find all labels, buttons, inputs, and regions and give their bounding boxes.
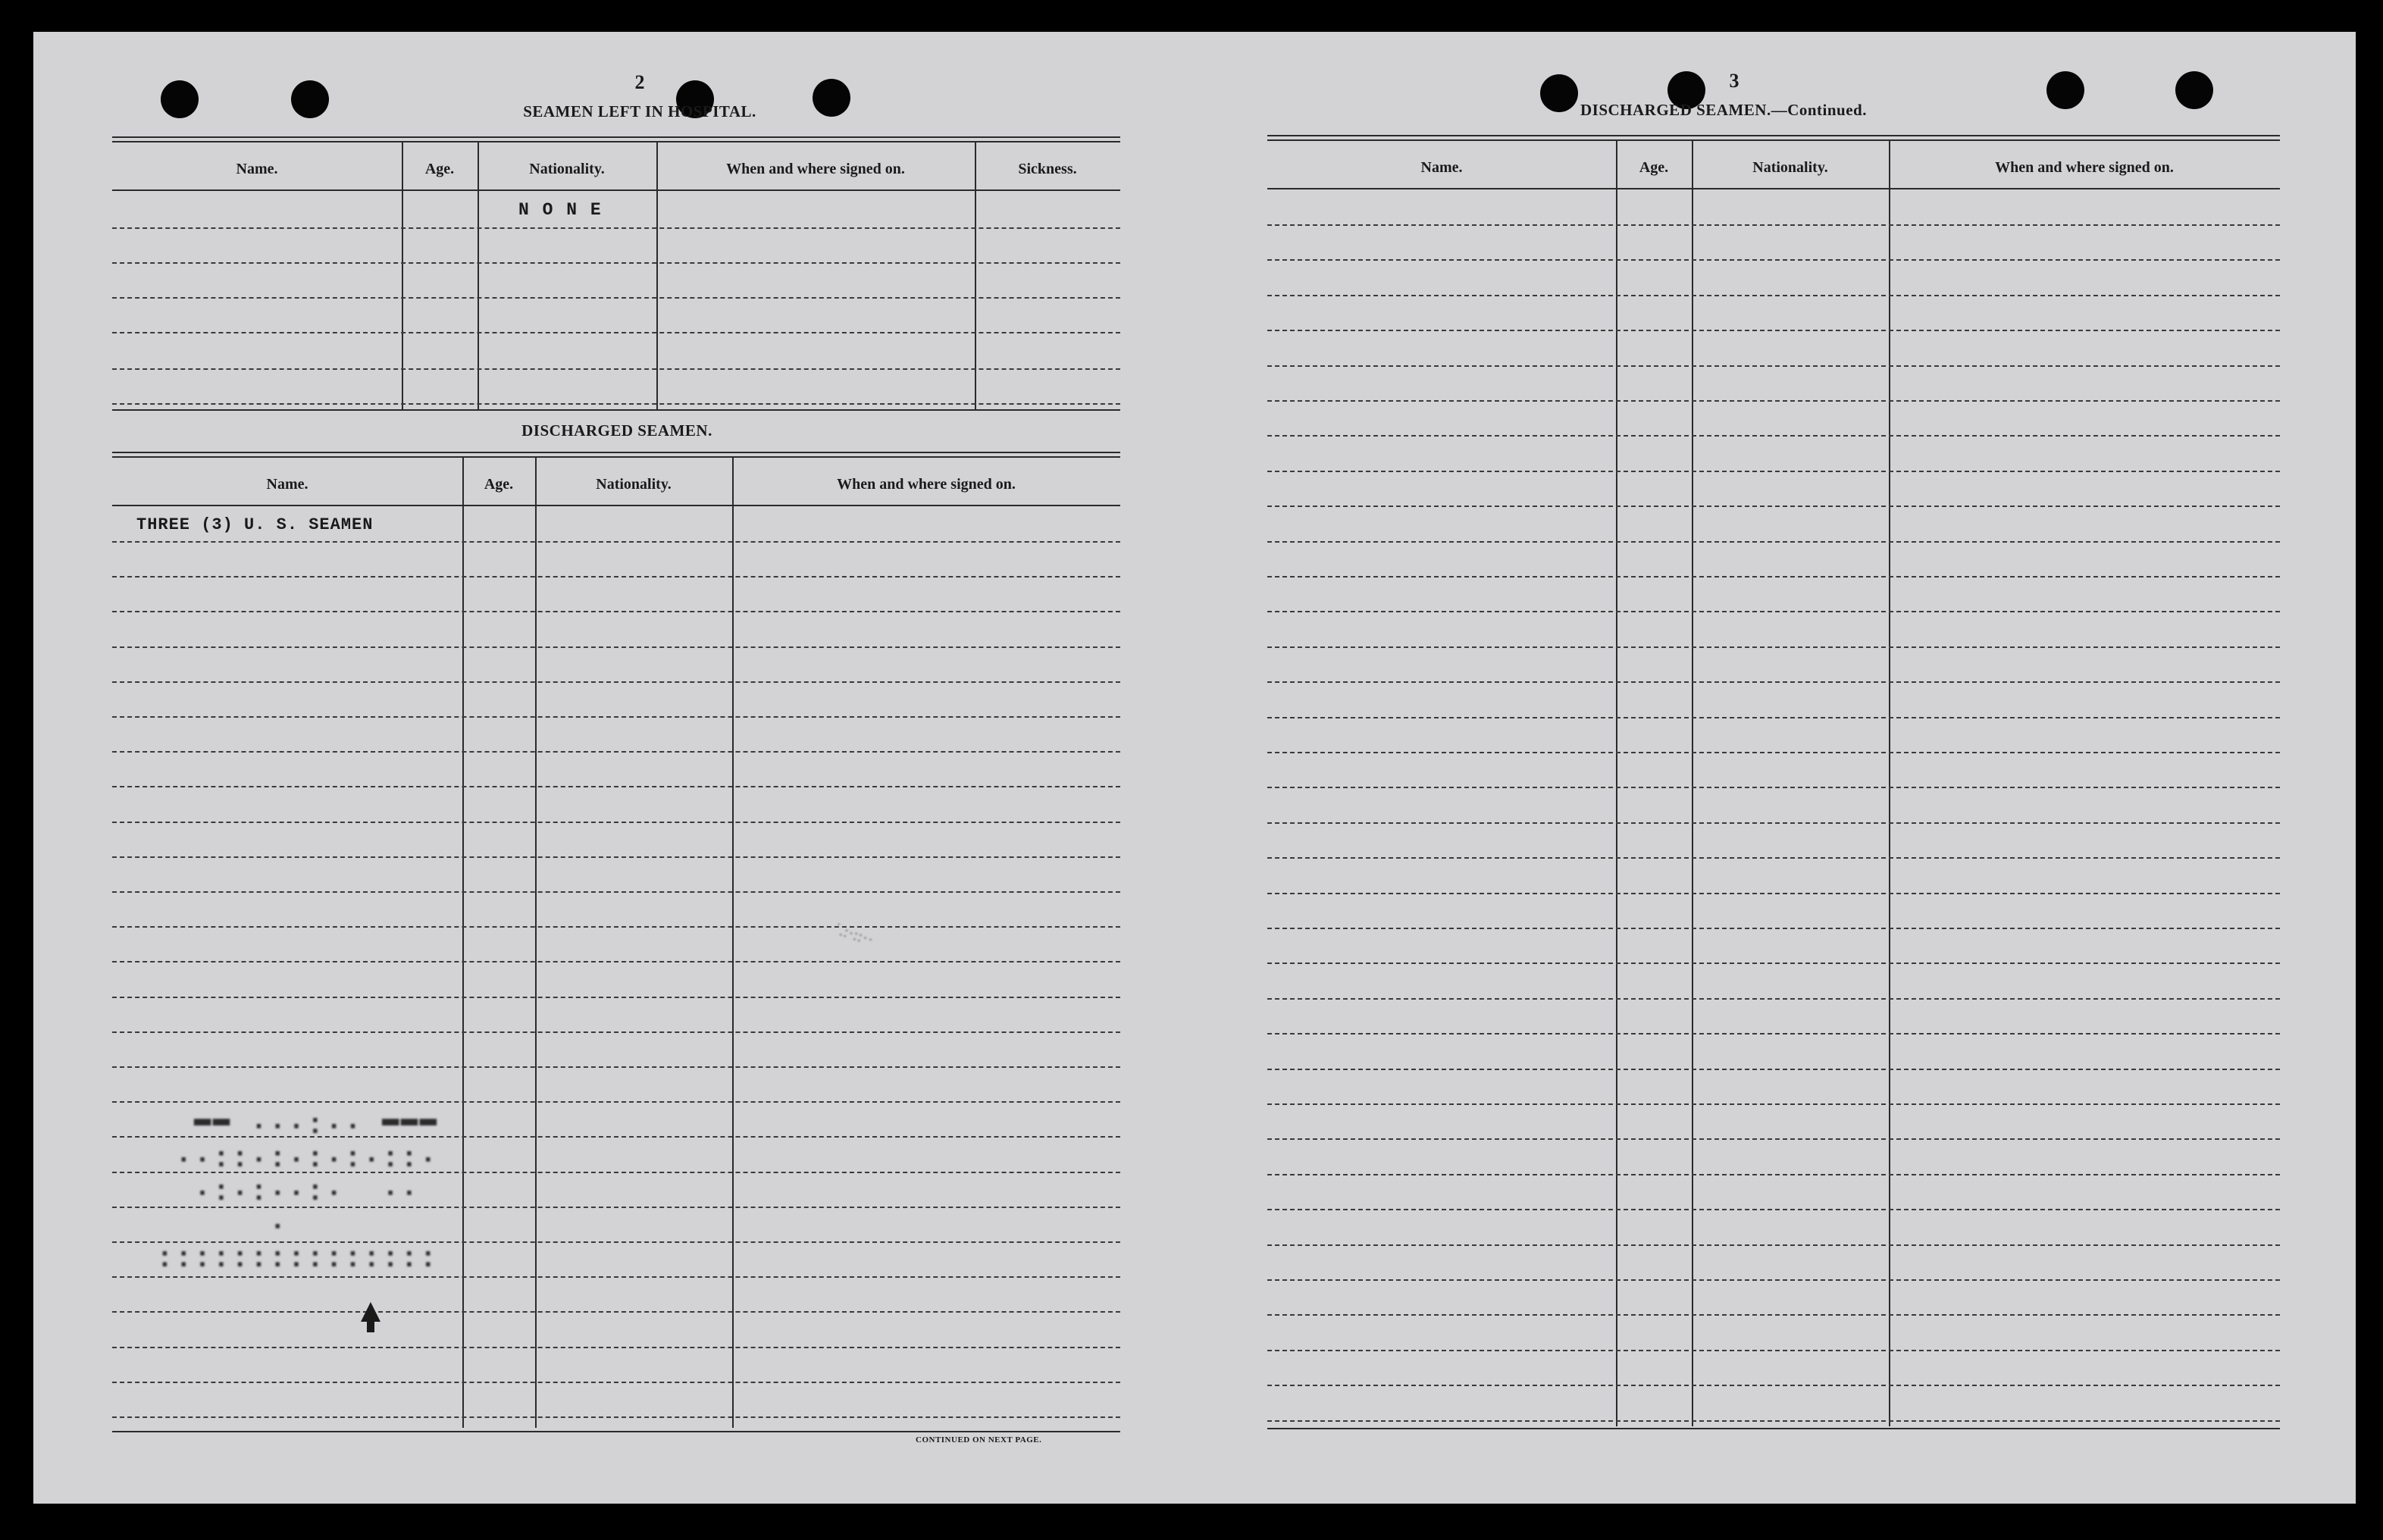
entry-line [1267, 1069, 2280, 1070]
entry-line [1267, 1350, 2280, 1351]
entry-line [112, 681, 1120, 683]
entry-line [112, 1382, 1120, 1383]
arrow-mark [361, 1302, 380, 1322]
table-top-rule [1267, 135, 2280, 141]
arrow-mark [367, 1320, 374, 1332]
entry-line [1267, 330, 2280, 331]
typed-entry-none: N O N E [518, 200, 603, 220]
column-header-age: Age. [484, 475, 514, 493]
entry-line [1267, 471, 2280, 472]
punch-hole [2046, 71, 2084, 109]
entry-line [1267, 576, 2280, 578]
entry-line [112, 856, 1120, 858]
entry-line [1267, 998, 2280, 1000]
column-divider [462, 458, 464, 1428]
entry-line [112, 1101, 1120, 1103]
page-number: 3 [1729, 70, 1739, 92]
entry-line [112, 1311, 1120, 1313]
table-top-rule [112, 452, 1120, 458]
column-divider [1616, 141, 1617, 1426]
entry-line [1267, 681, 2280, 683]
entry-line [112, 368, 1120, 370]
section-title-discharged: DISCHARGED SEAMEN. [521, 421, 712, 440]
punch-hole [291, 80, 329, 118]
entry-line [112, 332, 1120, 333]
entry-line [1267, 822, 2280, 824]
column-divider [1889, 141, 1890, 1426]
entry-line [1267, 787, 2280, 788]
column-header-age: Age. [1639, 158, 1669, 176]
entry-line [112, 541, 1120, 543]
entry-line [1267, 1385, 2280, 1386]
column-header-signed-on: When and where signed on. [726, 160, 905, 177]
entry-line [112, 997, 1120, 998]
entry-line [1267, 1314, 2280, 1316]
entry-line [1267, 365, 2280, 367]
punch-hole [161, 80, 199, 118]
entry-line [112, 1066, 1120, 1068]
entry-line [1267, 541, 2280, 543]
section-title-discharged-continued: DISCHARGED SEAMEN.—Continued. [1580, 101, 1867, 119]
entry-line [1267, 1420, 2280, 1422]
entry-line [1267, 435, 2280, 437]
column-header-name: Name. [1420, 158, 1463, 176]
entry-line [112, 716, 1120, 718]
entry-line [1267, 893, 2280, 894]
table-bottom-rule [1267, 1428, 2280, 1429]
entry-line [1267, 1209, 2280, 1210]
column-divider [1692, 141, 1693, 1426]
entry-line [1267, 857, 2280, 859]
page-number: 2 [634, 71, 645, 93]
entry-line [112, 262, 1120, 264]
header-rule [1267, 188, 2280, 189]
column-header-signed-on: When and where signed on. [837, 475, 1016, 493]
entry-line [1267, 1174, 2280, 1175]
entry-line [112, 961, 1120, 962]
punch-hole [2175, 71, 2213, 109]
entry-line [1267, 506, 2280, 507]
entry-line [112, 403, 1120, 405]
entry-line [1267, 1244, 2280, 1246]
column-divider [535, 458, 537, 1428]
entry-line [1267, 224, 2280, 226]
entry-line [1267, 962, 2280, 964]
entry-line [112, 646, 1120, 648]
column-header-name: Name. [236, 160, 278, 177]
column-header-sickness: Sickness. [1018, 160, 1077, 177]
column-divider [732, 458, 734, 1428]
entry-line [112, 1031, 1120, 1033]
entry-line [112, 297, 1120, 299]
entry-line [1267, 611, 2280, 612]
manifest-sheet [33, 32, 2356, 1504]
entry-line [112, 1347, 1120, 1348]
entry-line [112, 611, 1120, 612]
entry-line [112, 1416, 1120, 1418]
entry-line [112, 227, 1120, 229]
column-header-signed-on: When and where signed on. [1995, 158, 2174, 176]
faint-mark: ˙.:·::·· [831, 919, 876, 950]
entry-line [112, 891, 1120, 893]
entry-line [1267, 646, 2280, 648]
entry-line [1267, 1103, 2280, 1105]
section-title-hospital: SEAMEN LEFT IN HOSPITAL. [523, 102, 756, 121]
entry-line [1267, 717, 2280, 718]
entry-line [1267, 1138, 2280, 1140]
entry-line [1267, 752, 2280, 753]
ink-stamp: ::::::::::::::: · ·· ·:··:·:· ·::·:·:·:·::·· ▬▬▬ ··:··· ▬▬ [155, 1109, 437, 1275]
continued-footer: CONTINUED ON NEXT PAGE. [916, 1435, 1042, 1445]
entry-line [1267, 400, 2280, 402]
table-top-rule [112, 136, 1120, 142]
entry-line [112, 926, 1120, 928]
column-header-name: Name. [266, 475, 308, 493]
header-rule [112, 189, 1120, 191]
entry-line [112, 786, 1120, 787]
column-header-age: Age. [424, 160, 455, 177]
entry-line [1267, 259, 2280, 261]
entry-line [112, 576, 1120, 578]
entry-line [1267, 928, 2280, 929]
header-rule [112, 505, 1120, 506]
section-bottom-rule [112, 409, 1120, 411]
entry-line [1267, 295, 2280, 296]
table-bottom-rule [112, 1431, 1120, 1432]
entry-line [1267, 1033, 2280, 1034]
entry-line [1267, 1279, 2280, 1281]
entry-line [112, 751, 1120, 753]
entry-line [112, 822, 1120, 823]
typed-entry-discharged: THREE (3) U. S. SEAMEN [136, 515, 374, 534]
column-header-nationality: Nationality. [1752, 158, 1828, 176]
column-header-nationality: Nationality. [529, 160, 605, 177]
column-header-nationality: Nationality. [596, 475, 672, 493]
